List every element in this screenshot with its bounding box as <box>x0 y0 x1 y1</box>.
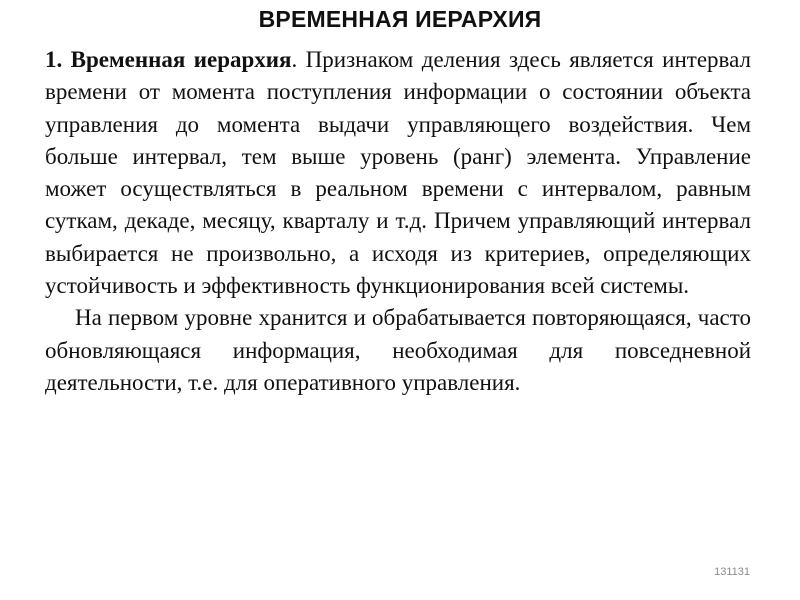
paragraph-1 <box>45 44 751 302</box>
paragraph-1-text: . Признаком деления здесь является интервал времени от момента поступления информации о состоянии объекта управления до момента выдачи управляющего воздействия. Чем больше интервал, тем выше уровень (ранг) элемента. Управление может осуществляться в реальном времени с интервалом, равным суткам, декаде, месяцу, кварталу и т.д. Причем управляющий интервал выбирается не произвольно, а исходя из критериев, определяющих устойчивость и эффективность функционирования всей системы. <box>45 47 751 299</box>
slide-body <box>45 44 751 399</box>
slide-number: 131131 <box>714 566 750 578</box>
paragraph-1-bold-lead: 1. Временная иерархия <box>45 47 292 72</box>
paragraph-2: На первом уровне хранится и обрабатывается повторяющаяся, часто обновляющаяся информация, необходимая для повседневной деятельности, т.е. для оперативного управления. <box>45 305 751 395</box>
slide-title: ВРЕМЕННАЯ ИЕРАРХИЯ <box>258 6 542 32</box>
